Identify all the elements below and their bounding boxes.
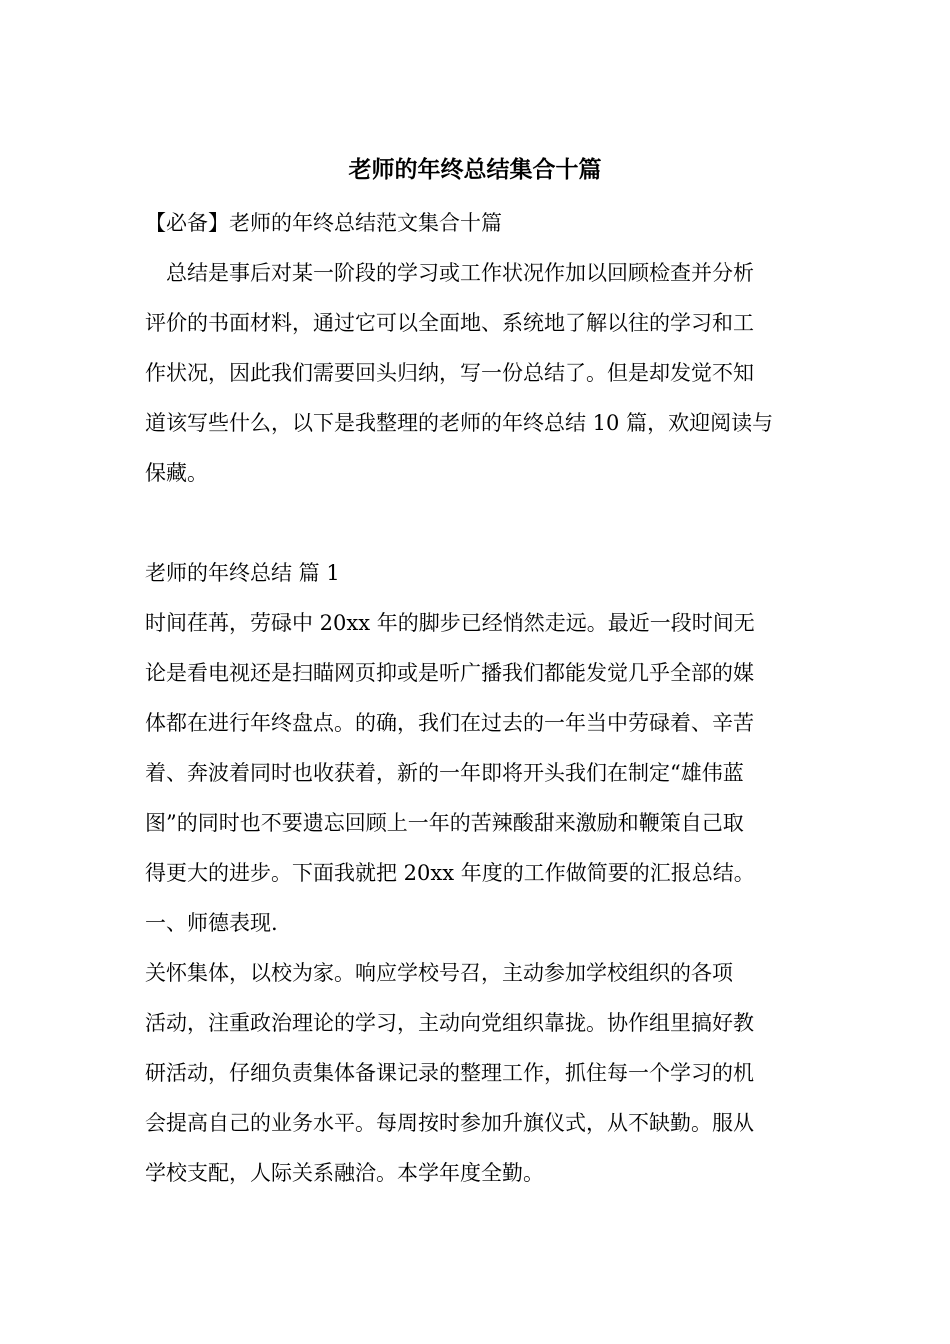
virtue-line: 学校支配，人际关系融洽。本学年度全勤。 — [145, 1161, 544, 1185]
body-line: 论是看电视还是扫瞄网页抑或是听广播我们都能发觉几乎全部的媒 — [145, 661, 754, 685]
virtue-line: 活动，注重政治理论的学习，主动向党组织靠拢。协作组里搞好教 — [145, 1011, 754, 1035]
intro-line: 保藏。 — [145, 461, 208, 485]
subheading-line: 一、师德表现. — [145, 911, 278, 935]
virtue-line: 会提高自己的业务水平。每周按时参加升旗仪式，从不缺勤。服从 — [145, 1111, 754, 1135]
subheading — [145, 898, 805, 948]
body-line: 体都在进行年终盘点。的确，我们在过去的一年当中劳碌着、辛苦 — [145, 711, 754, 735]
intro-line: 评价的书面材料，通过它可以全面地、系统地了解以往的学习和工 — [145, 311, 754, 335]
virtue-paragraph — [145, 948, 805, 1198]
intro-line: 作状况，因此我们需要回头归纳，写一份总结了。但是却发觉不知 — [145, 361, 754, 385]
section-heading — [145, 548, 805, 598]
section-heading-line: 老师的年终总结 篇 1 — [145, 561, 340, 585]
body-paragraph — [145, 598, 805, 898]
subtitle-line: 【必备】老师的年终总结范文集合十篇 — [145, 211, 502, 235]
body-line: 时间荏苒，劳碌中 20xx 年的脚步已经悄然走远。最近一段时间无 — [145, 611, 755, 635]
intro-line: 道该写些什么，以下是我整理的老师的年终总结 10 篇，欢迎阅读与 — [145, 411, 774, 435]
virtue-line: 研活动，仔细负责集体备课记录的整理工作，抓住每一个学习的机 — [145, 1061, 754, 1085]
intro-line: 总结是事后对某一阶段的学习或工作状况作加以回顾检查并分析 — [145, 261, 754, 285]
document-title: 老师的年终总结集合十篇 — [348, 157, 602, 183]
body-line: 得更大的进步。下面我就把 20xx 年度的工作做简要的汇报总结。 — [145, 861, 755, 885]
virtue-line: 关怀集体，以校为家。响应学校号召，主动参加学校组织的各项 — [145, 961, 733, 985]
document-subtitle — [145, 198, 805, 248]
body-line: 着、奔波着同时也收获着，新的一年即将开头我们在制定“雄伟蓝 — [145, 761, 744, 785]
body-line: 图”的同时也不要遗忘回顾上一年的苦辣酸甜来激励和鞭策自己取 — [145, 811, 744, 835]
intro-paragraph — [145, 248, 805, 498]
